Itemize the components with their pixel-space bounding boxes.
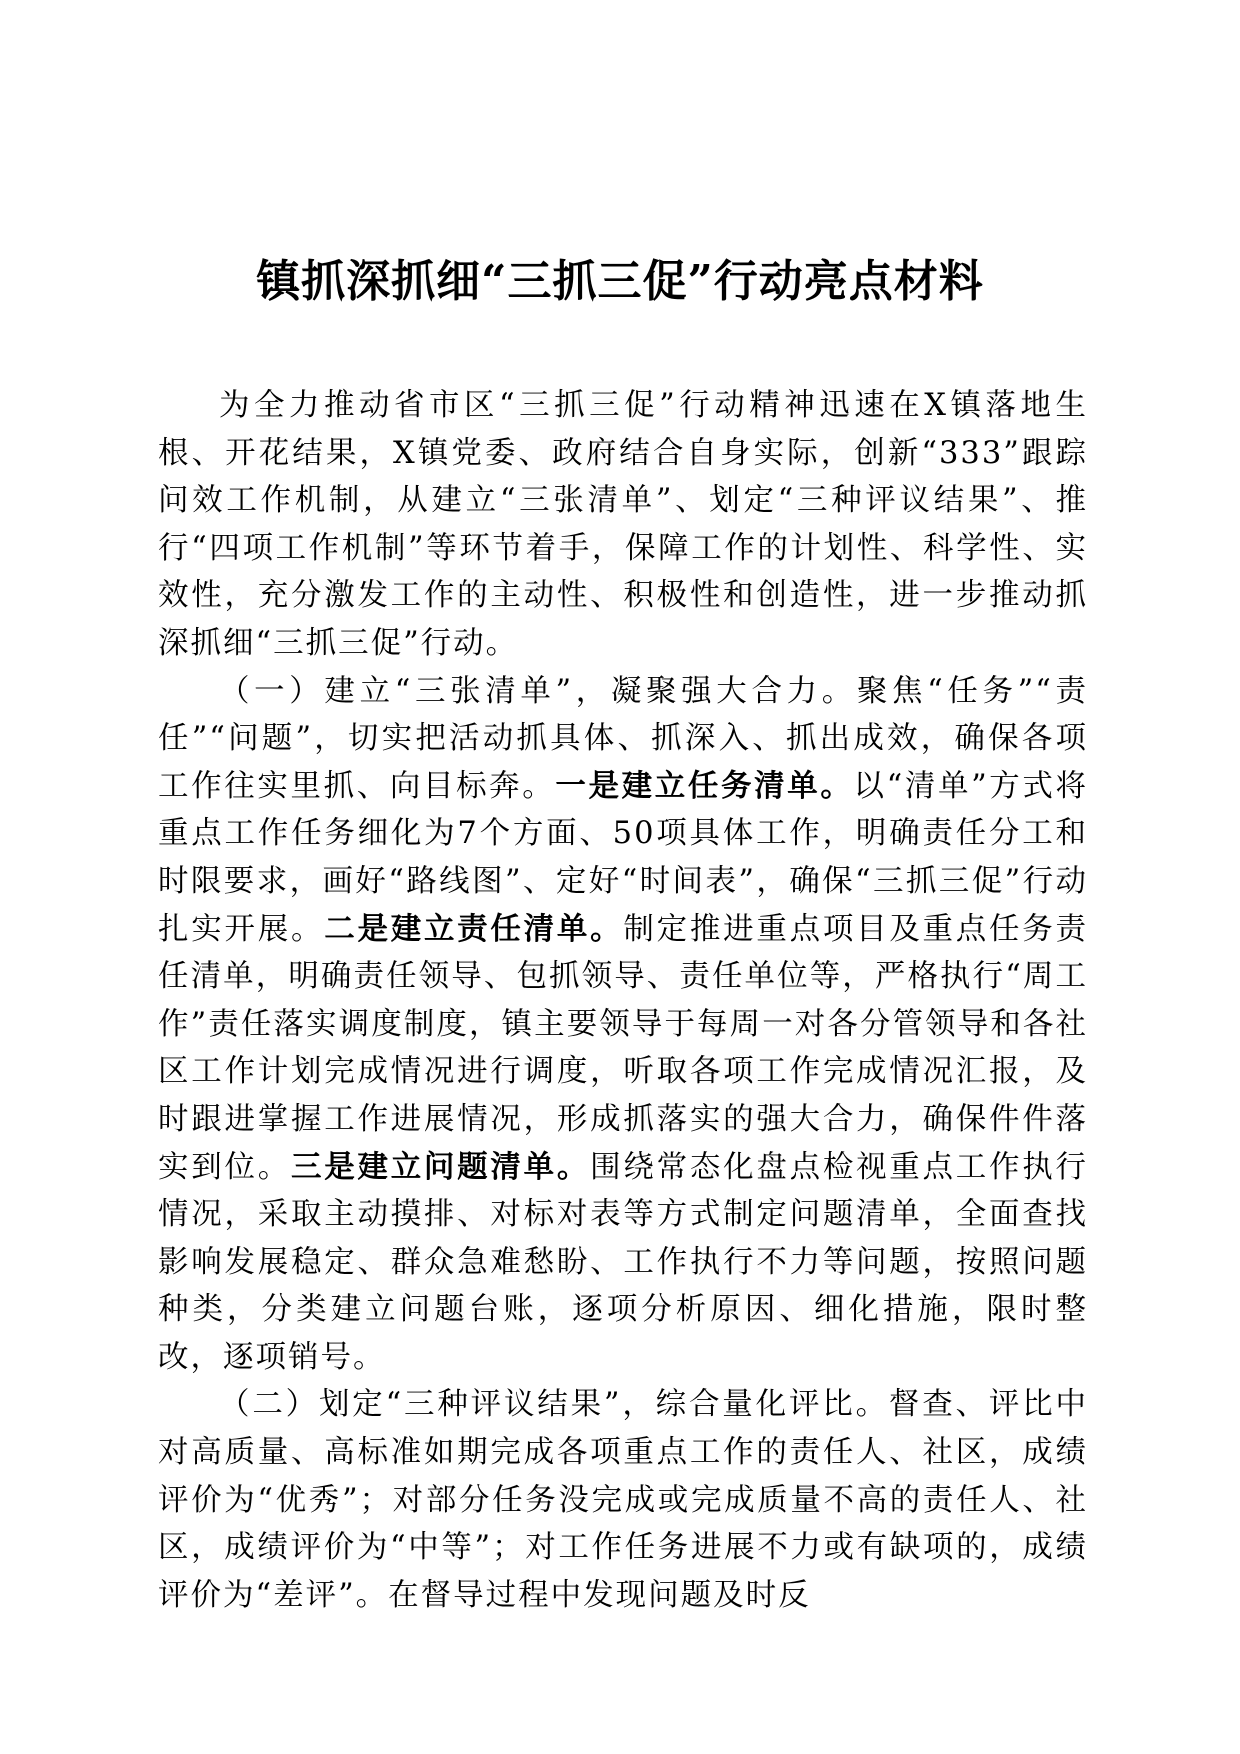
problem-list-heading: 三是建立问题清单。 bbox=[290, 1148, 591, 1185]
section-2-paragraph: （二）划定“三种评议结果”，综合量化评比。督查、评比中对高质量、高标准如期完成各项重点工作的责任人、社区，成绩评价为“优秀”；对部分任务没完成或完成质量不高的责任人、社区，成绩评价为“中等”；对工作任务进展不力或有缺项的，成绩评价为“差评”。在督导过程中发现问题及时反 bbox=[158, 1387, 1088, 1613]
document-title: 镇抓深抓细“三抓三促”行动亮点材料 bbox=[256, 256, 984, 307]
problem-list-text: 围绕常态化盘点检视重点工作执行情况，采取主动摸排、对标对表等方式制定问题清单，全面查找影响发展稳定、群众急难愁盼、工作执行不力等问题，按照问题种类，分类建立问题台账，逐项分析原因、细化措施，限时整改，逐项销号。 bbox=[158, 1149, 1089, 1375]
task-list-heading: 一是建立任务清单。 bbox=[555, 767, 854, 804]
section-1-paragraph bbox=[158, 668, 1088, 1382]
responsibility-list-heading: 二是建立责任清单。 bbox=[324, 910, 624, 947]
task-list-text: 以“清单”方式将重点工作任务细化为7个方面、50项具体工作，明确责任分工和时限要求，画好“路线图”、定好“时间表”，确保“三抓三促”行动扎实开展。 bbox=[158, 768, 1089, 947]
intro-paragraph: 为全力推动省市区“三抓三促”行动精神迅速在X镇落地生根、开花结果，X镇党委、政府结合自身实际，创新“333”跟踪问效工作机制，从建立“三张清单”、划定“三种评议结果”、推行“四项工作机制”等环节着手，保障工作的计划性、科学性、实效性，充分激发工作的主动性、积极性和创造性，进一步推动抓深抓细“三抓三促”行动。 bbox=[158, 388, 1088, 661]
document-body bbox=[158, 382, 1088, 1619]
section-1-lead: （一）建立“三张清单”，凝聚强大合力。聚焦“任务”“责任”“问题”，切实把活动抓具体、抓深入、抓出成效，确保各项工作往实里抓、向目标奔。 bbox=[158, 673, 1088, 804]
responsibility-list-text: 制定推进重点项目及重点任务责任清单，明确责任领导、包抓领导、责任单位等，严格执行“周工作”责任落实调度制度，镇主要领导于每周一对各分管领导和各社区工作计划完成情况进行调度，听取各项工作完成情况汇报，及时跟进掌握工作进展情况，形成抓落实的强大合力，确保件件落实到位。 bbox=[158, 911, 1089, 1185]
